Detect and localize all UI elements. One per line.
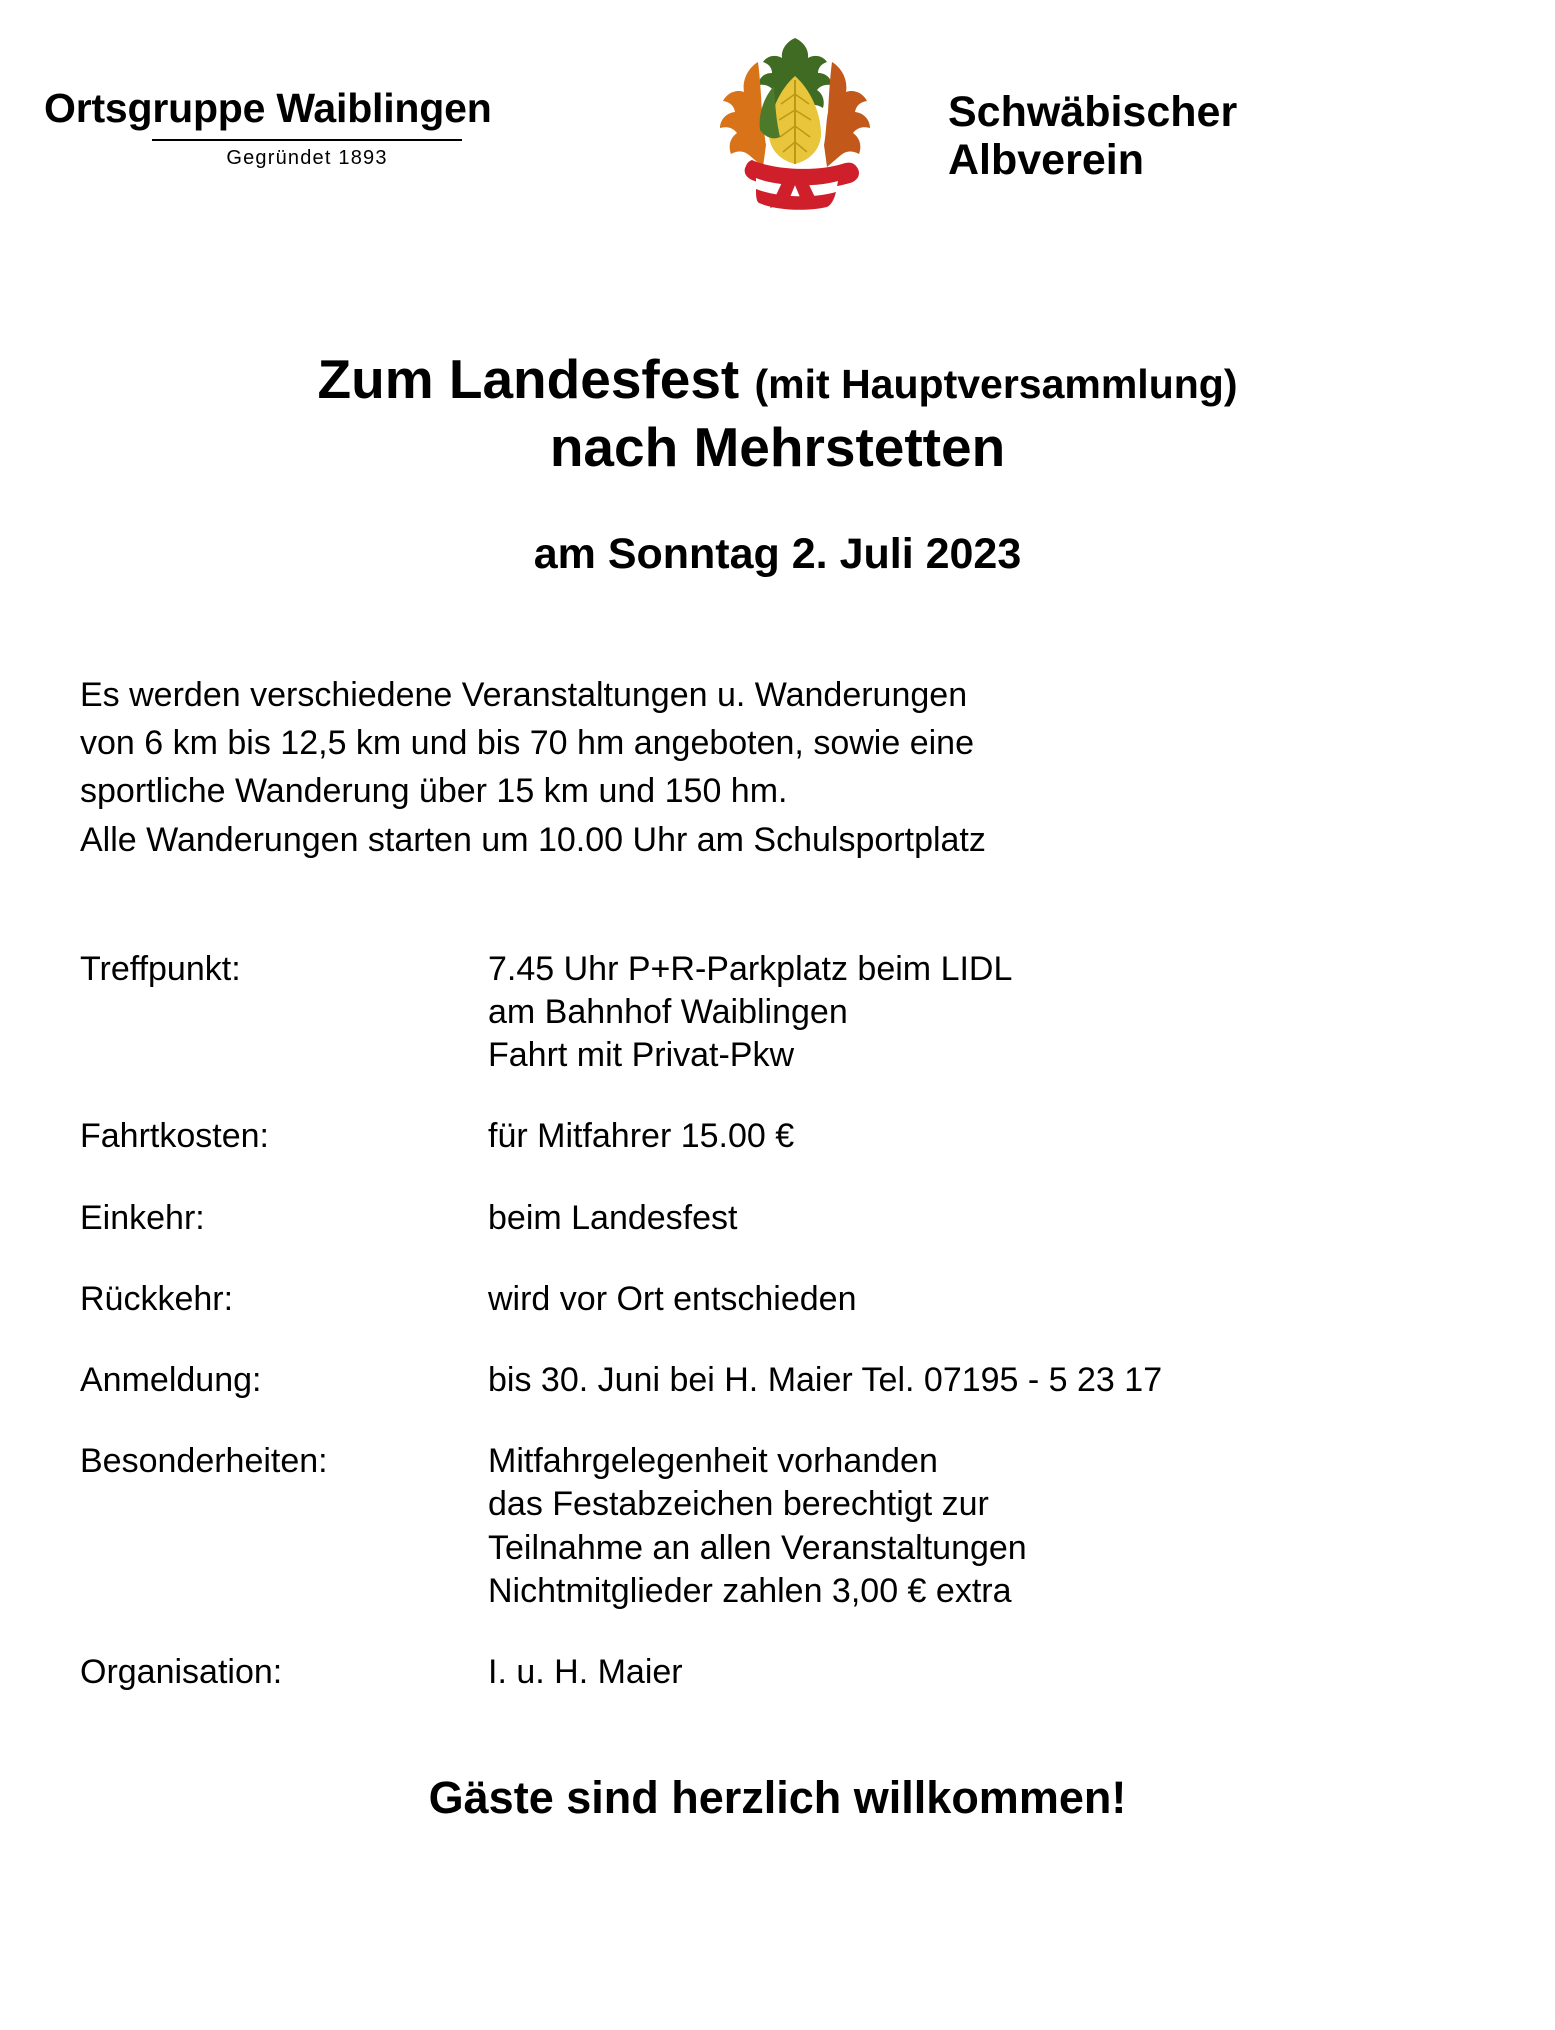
detail-value-line: beim Landesfest	[488, 1198, 738, 1237]
detail-value-line: wird vor Ort entschieden	[488, 1279, 857, 1318]
detail-value	[488, 1197, 1162, 1278]
intro-paragraph	[80, 671, 1480, 864]
detail-value	[488, 1359, 1162, 1440]
detail-value-line: bis 30. Juni bei H. Maier Tel. 07195 - 5 23 17	[488, 1360, 1163, 1399]
detail-value-line: I. u. H. Maier	[488, 1652, 683, 1691]
intro-line-1: Es werden verschiedene Veranstaltungen u. Wanderungen	[80, 675, 968, 714]
detail-value-line: für Mitfahrer 15.00 €	[488, 1117, 795, 1156]
table-row	[80, 948, 1162, 1116]
table-row	[80, 1115, 1162, 1196]
intro-line-4: Alle Wanderungen starten um 10.00 Uhr am Schulsportplatz	[80, 820, 986, 859]
table-row	[80, 1278, 1162, 1359]
intro-line-3: sportliche Wanderung über 15 km und 150 hm.	[80, 772, 788, 811]
detail-value-line: Mitfahrgelegenheit vorhanden	[488, 1442, 938, 1481]
local-group-founded: Gegründet 1893	[152, 139, 462, 170]
detail-label: Anmeldung:	[80, 1360, 262, 1399]
title-main-text: Zum Landesfest	[317, 348, 755, 410]
event-date: am Sonntag 2. Juli 2023	[533, 529, 1022, 578]
detail-value	[488, 1440, 1162, 1651]
autumn-leaves-with-ribbon-logo	[700, 28, 890, 218]
table-row	[80, 1440, 1162, 1651]
welcome-note: Gäste sind herzlich willkommen!	[428, 1772, 1127, 1824]
detail-value-line: 7.45 Uhr P+R-Parkplatz beim LIDL	[488, 949, 1013, 988]
title-parenthetical: (mit Hauptversammlung)	[754, 361, 1238, 407]
table-row	[80, 1651, 1162, 1694]
detail-value-line: am Bahnhof Waiblingen	[488, 993, 848, 1032]
detail-label: Rückkehr:	[80, 1279, 234, 1318]
detail-value	[488, 1278, 1162, 1359]
detail-value-line: Fahrt mit Privat-Pkw	[488, 1036, 795, 1075]
detail-label: Einkehr:	[80, 1198, 205, 1237]
intro-line-2: von 6 km bis 12,5 km und bis 70 hm angeboten, sowie eine	[80, 724, 974, 763]
table-row	[80, 1359, 1162, 1440]
detail-value	[488, 1651, 1162, 1694]
detail-value-line: Teilnahme an allen Veranstaltungen	[488, 1528, 1027, 1567]
local-group-block	[44, 85, 604, 170]
association-brand	[948, 88, 1237, 184]
poster-title-block	[0, 350, 1555, 579]
local-group-name: Ortsgruppe Waiblingen	[44, 85, 492, 131]
table-row	[80, 1197, 1162, 1278]
detail-value	[488, 1115, 1162, 1196]
detail-label: Fahrtkosten:	[80, 1117, 269, 1156]
detail-label: Treffpunkt:	[80, 949, 241, 988]
brand-line-2: Albverein	[948, 136, 1144, 185]
event-details-table	[80, 948, 1162, 1694]
detail-label: Besonderheiten:	[80, 1442, 328, 1481]
poster-header	[0, 0, 1555, 230]
title-line-2: nach Mehrstetten	[549, 416, 1006, 479]
detail-value-line: Nichtmitglieder zahlen 3,00 € extra	[488, 1571, 1012, 1610]
detail-value-line: das Festabzeichen berechtigt zur	[488, 1485, 989, 1524]
title-line-1	[0, 350, 1555, 409]
detail-value	[488, 948, 1162, 1116]
brand-line-1: Schwäbischer	[948, 88, 1238, 136]
detail-label: Organisation:	[80, 1652, 283, 1691]
